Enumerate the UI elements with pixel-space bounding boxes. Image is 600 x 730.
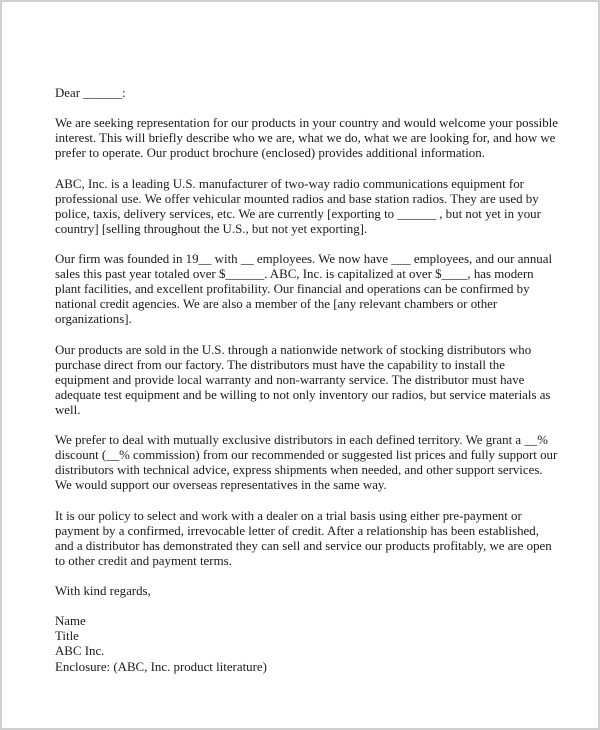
text-line: organizations].	[55, 312, 132, 327]
text-line: adequate test equipment and be willing to not only inventory our radios, but service materials as	[55, 387, 551, 402]
paragraph-company	[55, 177, 565, 237]
text-line: ABC, Inc. is a leading U.S. manufacturer of two-way radio communications equipment for	[55, 176, 524, 191]
signature-name: Name	[55, 614, 86, 629]
text-line: well.	[55, 402, 81, 417]
text-line: purchase direct from our factory. The distributors must have the capability to install the	[55, 357, 505, 372]
text-line: We are seeking representation for our products in your country and would welcome your possible	[55, 116, 558, 131]
text-line: Our products are sold in the U.S. through a nationwide network of stocking distributors who	[55, 342, 532, 357]
text-line: discount (__% commission) from our recommended or suggested list prices and fully support our	[55, 448, 558, 463]
text-line: We would support our overseas representatives in the same way.	[55, 478, 387, 493]
signature-block	[55, 614, 565, 674]
text-line: Our firm was founded in 19__ with __ employees. We now have ___ employees, and our annual	[55, 252, 553, 267]
text-line: police, taxis, delivery services, etc. We are currently [exporting to ______ , but not yet in your	[55, 206, 541, 221]
text-line: prefer to operate. Our product brochure (enclosed) provides additional information.	[55, 146, 485, 161]
text-line: and a distributor has demonstrated they can sell and service our products profitably, we are open	[55, 538, 552, 553]
text-line: distributors with technical advice, express shipments when needed, and other support services.	[55, 463, 543, 478]
text-line: equipment and provide local warranty and non-warranty service. The distributor must have	[55, 372, 525, 387]
text-line: interest. This will briefly describe who we are, what we do, what we are looking for, and how we	[55, 131, 556, 146]
text-line: professional use. We offer vehicular mounted radios and base station radios. They are used by	[55, 191, 539, 206]
paragraph-territory	[55, 433, 565, 493]
signature-title: Title	[55, 629, 79, 644]
text-line: payment by a confirmed, irrevocable letter of credit. After a relationship has been established,	[55, 523, 539, 538]
text-line: to other credit and payment terms.	[55, 553, 232, 568]
paragraph-payment-policy	[55, 509, 565, 569]
text-line: sales this past year totaled over $______. ABC, Inc. is capitalized at over $____, has modern	[55, 267, 534, 282]
salutation: Dear ______:	[55, 86, 126, 100]
text-line: It is our policy to select and work with a dealer on a trial basis using either pre-payment or	[55, 508, 522, 523]
text-line: national credit agencies. We are also a member of the [any relevant chambers or other	[55, 297, 498, 312]
text-line: country] [selling throughout the U.S., but not yet exporting].	[55, 221, 368, 236]
paragraph-intro	[55, 116, 565, 161]
letter-body	[55, 86, 565, 675]
paragraph-distribution	[55, 343, 565, 418]
signature-company: ABC Inc.	[55, 644, 105, 659]
text-line: We prefer to deal with mutually exclusive distributors in each defined territory. We grant a __%	[55, 433, 548, 448]
text-line: plant facilities, and excellent profitability. Our financial and operations can be confirmed by	[55, 282, 530, 297]
closing: With kind regards,	[55, 584, 151, 599]
signature-enclosure: Enclosure: (ABC, Inc. product literature)	[55, 659, 267, 674]
paragraph-firm-history	[55, 252, 565, 327]
